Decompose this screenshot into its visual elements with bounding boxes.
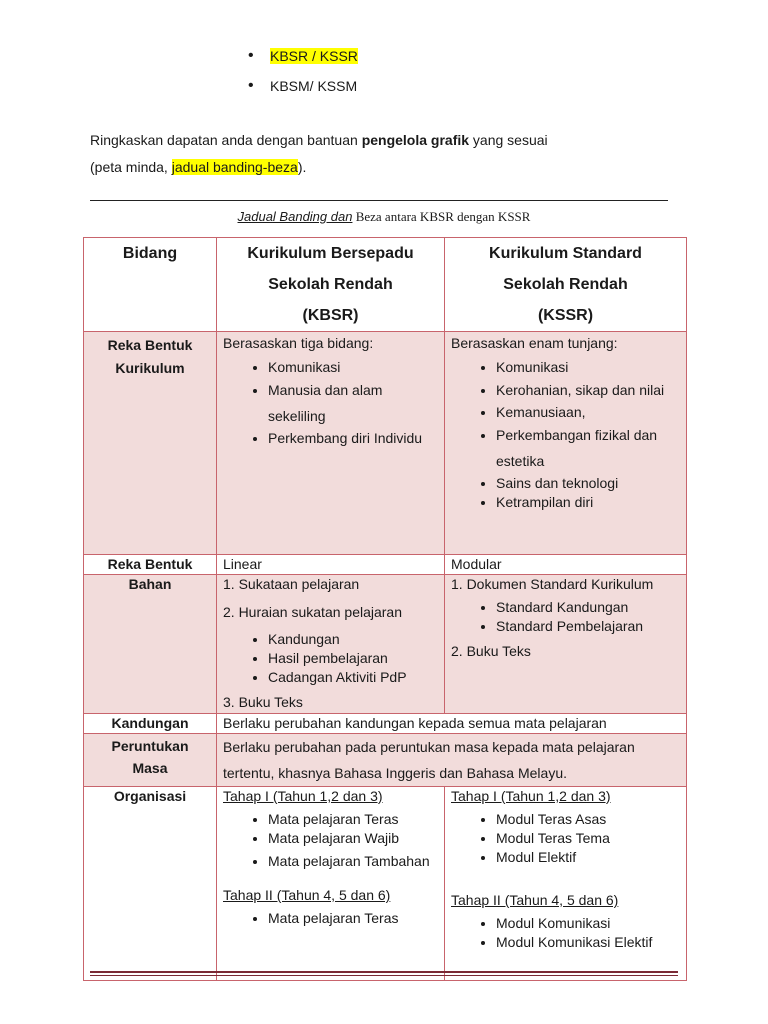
cell-peruntukan: Berlaku perubahan pada peruntukan masa kepada mata pelajaran tertentu, khasnya Bahasa Inggeris dan Bahasa Melayu. [217,734,687,787]
cell-kbsr-organisasi: Tahap I (Tahun 1,2 dan 3) • Mata pelajaran Teras • Mata pelajaran Wajib • Mata pelajaran Tambahan Tahap II (Tahun 4, 5 dan 6) • Mata pelajaran Teras [217,787,445,981]
row-label-kandungan: Kandungan [84,714,217,734]
separator-line [90,200,668,201]
comparison-table [83,237,687,981]
table-header-row [84,238,687,332]
row-label-reka-bahan-2: Bahan [84,575,217,714]
cell-kssr-organisasi: Tahap I (Tahun 1,2 dan 3) • Modul Teras Asas • Modul Teras Tema • Modul Elektif Tahap II (Tahun 4, 5 dan 6) • Modul Komunikasi • Modul Komunikasi Elektif [445,787,687,981]
row-label-peruntukan: Peruntukan Masa [84,734,217,787]
row-label-reka-bahan-1: Reka Bentuk [84,555,217,575]
table-row [84,734,687,787]
cell-kssr-type: Modular [445,555,687,575]
table-row [84,332,687,555]
cell-kssr-reka-kurikulum: Berasaskan enam tunjang: • Komunikasi • Kerohanian, sikap dan nilai • Kemanusiaan, • Perkembangan fizikal dan estetika • Sains dan teknologi • Ketrampilan diri [445,332,687,555]
table-row [84,555,687,575]
table-caption: Jadual Banding dan Beza antara KBSR dengan KSSR [237,209,531,224]
instruction-line-1: Ringkaskan dapatan anda dengan bantuan pengelola grafik yang sesuai [90,132,548,148]
top-bullet-list [248,44,358,104]
cell-kandungan: Berlaku perubahan kandungan kepada semua mata pelajaran [217,714,687,734]
row-label-organisasi: Organisasi [84,787,217,981]
header-bidang: Bidang [84,238,217,332]
header-kbsr: Kurikulum Bersepadu Sekolah Rendah (KBSR) [217,238,445,332]
table-row [84,714,687,734]
cell-kbsr-type: Linear [217,555,445,575]
table-row [84,787,687,981]
cell-kbsr-bahan: 1. Sukataan pelajaran 2. Huraian sukatan pelajaran • Kandungan • Hasil pembelajaran • Cadangan Aktiviti PdP 3. Buku Teks [217,575,445,714]
header-kssr: Kurikulum Standard Sekolah Rendah (KSSR) [445,238,687,332]
cell-kssr-bahan: 1. Dokumen Standard Kurikulum • Standard Kandungan • Standard Pembelajaran 2. Buku Teks [445,575,687,714]
cell-kbsr-reka-kurikulum: Berasaskan tiga bidang: • Komunikasi • Manusia dan alam sekeliling • Perkembang diri Individu [217,332,445,555]
instruction-line-2: (peta minda, jadual banding-beza). [90,159,307,175]
table-row [84,575,687,714]
list-item: • KBSR / KSSR [248,44,358,74]
row-label-reka-kurikulum: Reka Bentuk Kurikulum [84,332,217,555]
footer-rule [90,971,678,973]
list-item: • KBSM/ KSSM [248,74,358,104]
footer-rule-thin [90,975,678,976]
